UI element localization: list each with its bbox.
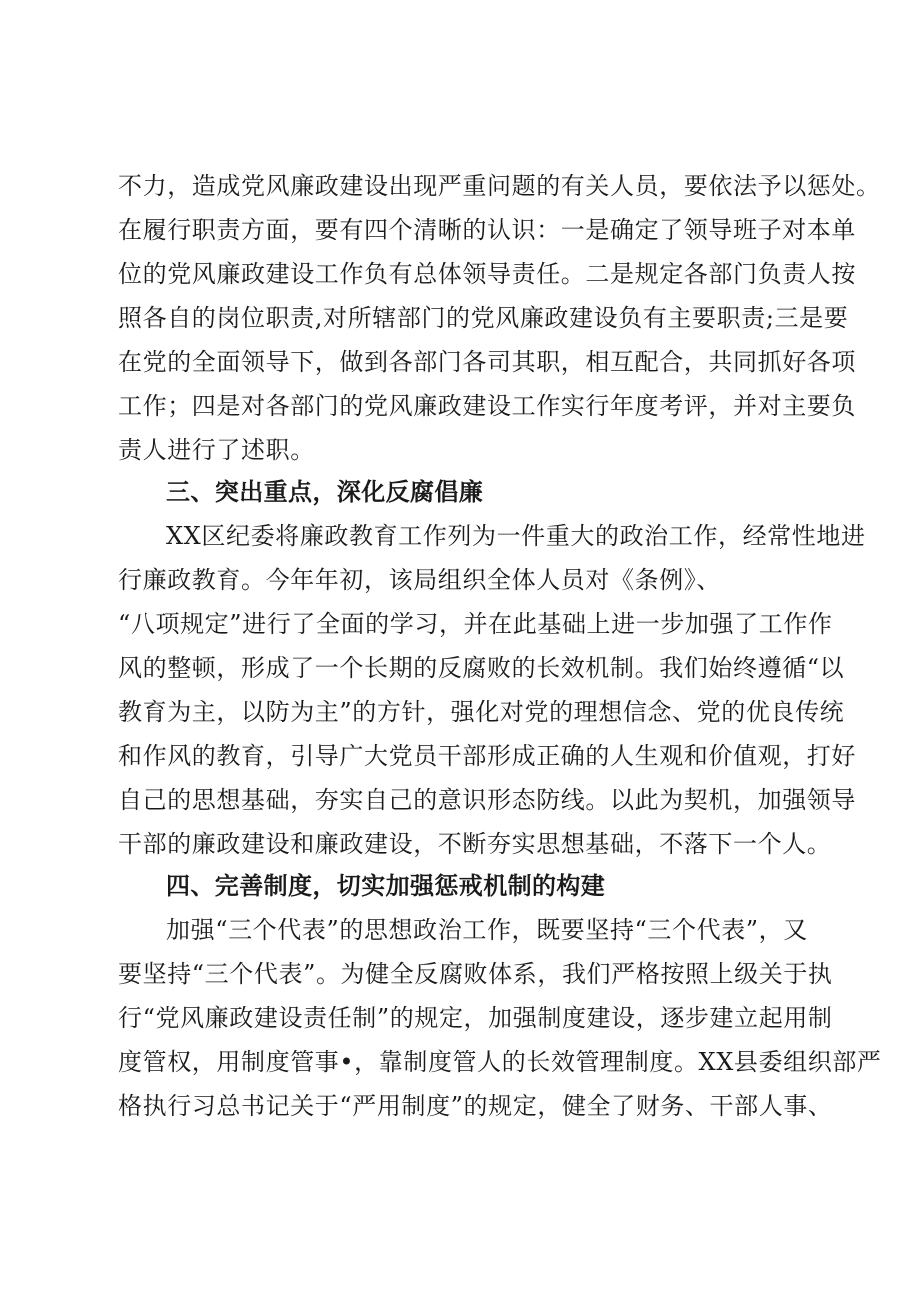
text-line: 格执行习总书记关于“严用制度”的规定，健全了财务、干部人事、 <box>118 1092 833 1120</box>
text-line: 位的党风廉政建设工作负有总体领导责任。二是规定各部门负责人按 <box>118 260 856 288</box>
text-line: 工作；四是对各部门的党风廉政建设工作实行年度考评，并对主要负 <box>118 392 856 420</box>
text-line: “八项规定”进行了全面的学习，并在此基础上进一步加强了工作作 <box>118 610 833 638</box>
text-line: 照各自的岗位职责,对所辖部门的党风廉政建设负有主要职责;三是要 <box>118 304 849 332</box>
text-line: 自己的思想基础，夯实自己的意识形态防线。以此为契机，加强领导 <box>118 786 856 814</box>
text-line: 责人进行了述职。 <box>118 436 315 464</box>
text-line: 行“党风廉政建设责任制”的规定，加强制度建设，逐步建立起用制 <box>118 1004 833 1032</box>
text-line: 风的整顿，形成了一个长期的反腐败的长效机制。我们始终遵循“以 <box>118 654 845 682</box>
section-three-heading: 三、突出重点，深化反腐倡廉 <box>166 478 484 506</box>
text-line: 在履行职责方面，要有四个清晰的认识：一是确定了领导班子对本单 <box>118 216 856 244</box>
text-line: 在党的全面领导下，做到各部门各司其职，相互配合，共同抓好各项 <box>118 348 856 376</box>
text-line: 加强“三个代表”的思想政治工作，既要坚持“三个代表”，又 <box>166 916 808 944</box>
text-line: XX区纪委将廉政教育工作列为一件重大的政治工作，经常性地进 <box>166 522 866 550</box>
text-line: 干部的廉政建设和廉政建设，不断夯实思想基础，不落下一个人。 <box>118 830 832 858</box>
text-line: 要坚持“三个代表”。为健全反腐败体系，我们严格按照上级关于执 <box>118 960 833 988</box>
text-line: 不力，造成党风廉政建设出现严重问题的有关人员，要依法予以惩处。 <box>118 172 881 200</box>
text-line: 教育为主，以防为主”的方针，强化对党的理想信念、党的优良传统 <box>118 698 845 726</box>
text-line: 和作风的教育，引导广大党员干部形成正确的人生观和价值观，打好 <box>118 742 856 770</box>
text-line: 行廉政教育。今年年初，该局组织全体人员对《条例》、 <box>118 566 721 594</box>
section-four-heading: 四、完善制度，切实加强惩戒机制的构建 <box>166 872 606 900</box>
text-line: 度管权，用制度管事•，靠制度管人的长效管理制度。XX县委组织部严 <box>118 1048 882 1076</box>
